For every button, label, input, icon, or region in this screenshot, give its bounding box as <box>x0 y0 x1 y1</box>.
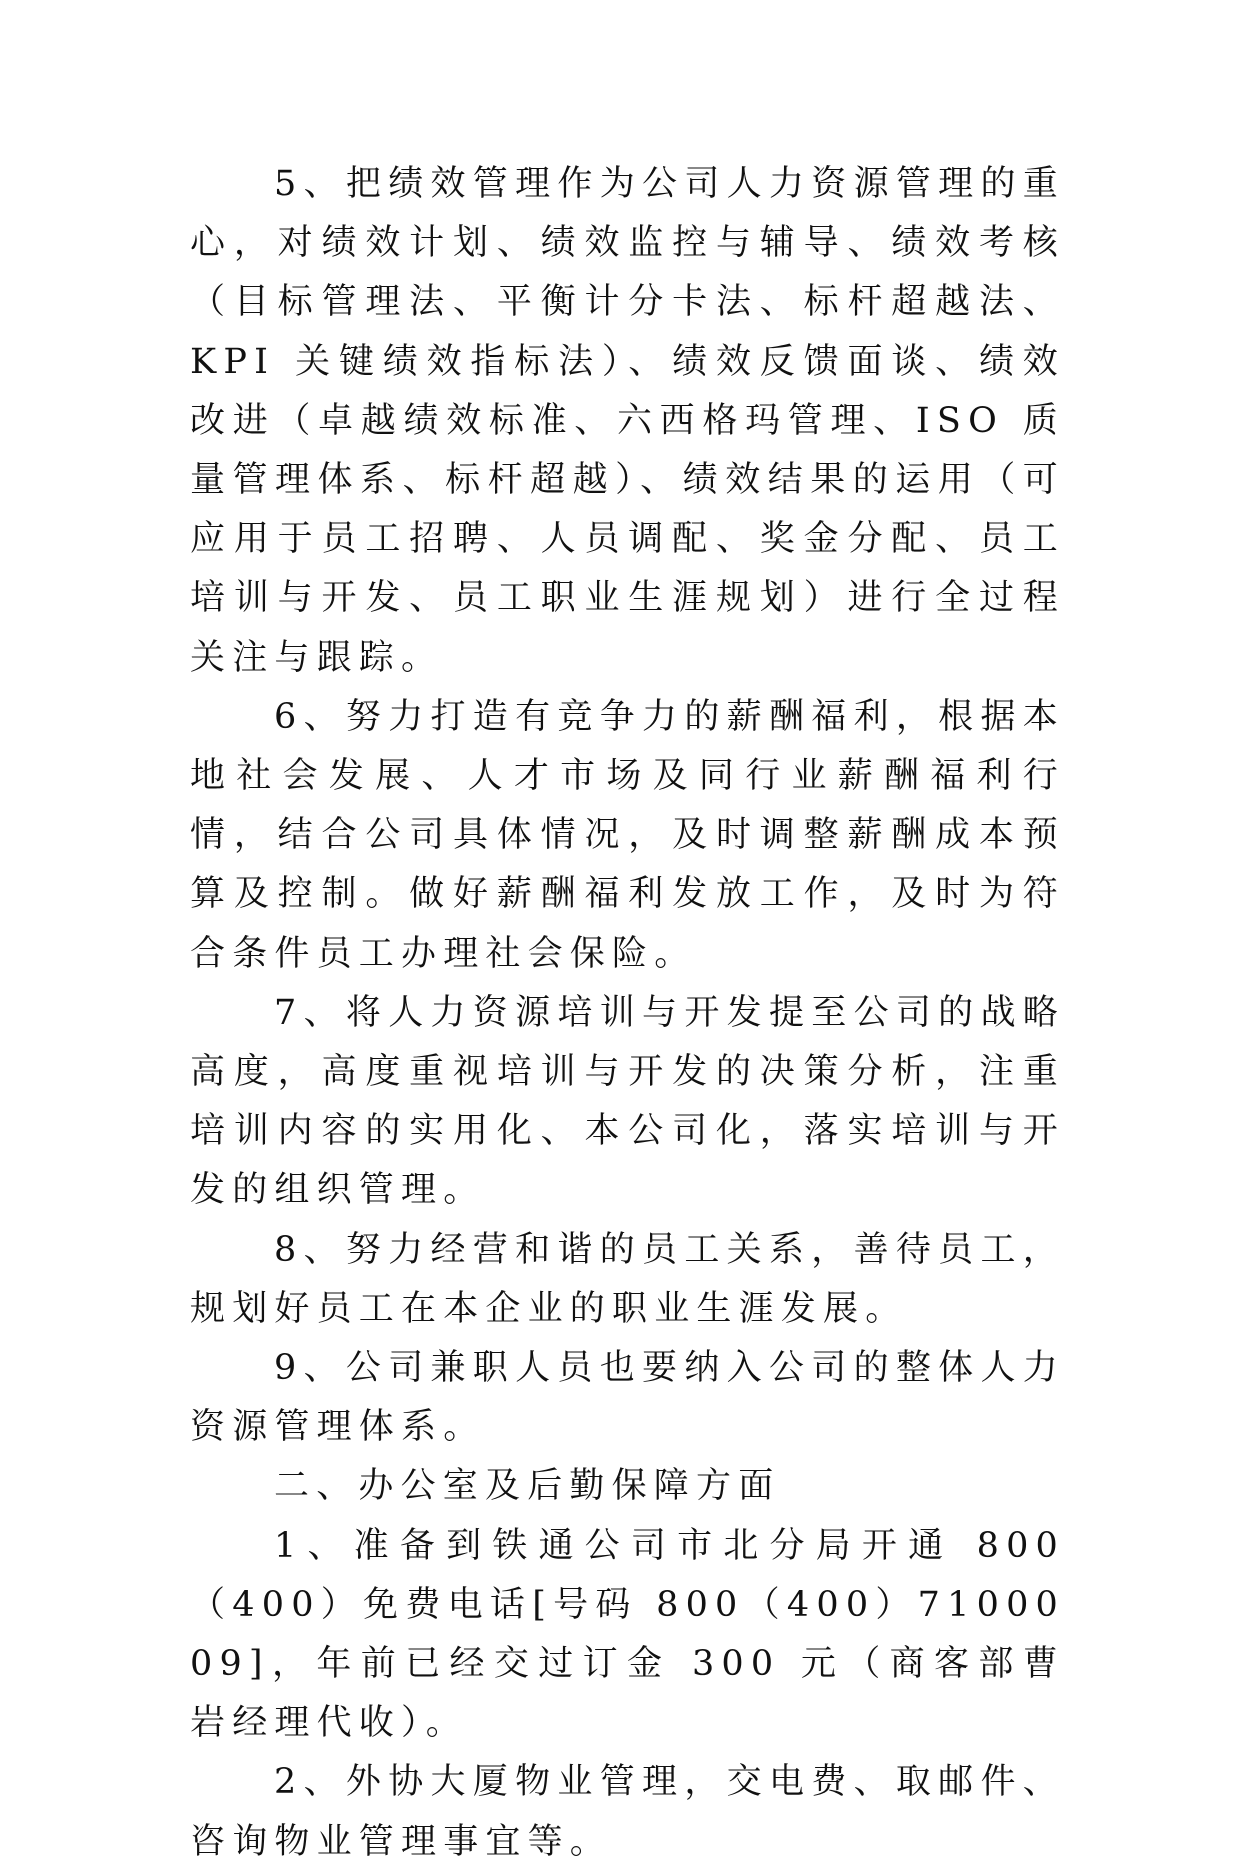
paragraph-item-5: 5、把绩效管理作为公司人力资源管理的重心，对绩效计划、绩效监控与辅导、绩效考核（目标管理法、平衡计分卡法、标杆超越法、KPI 关键绩效指标法）、绩效反馈面谈、绩效改进（卓越绩效标准、六西格玛管理、ISO 质量管理体系、标杆超越）、绩效结果的运用（可应用于员工招聘、人员调配、奖金分配、员工培训与开发、员工职业生涯规划）进行全过程关注与跟踪。 <box>190 164 1065 678</box>
section-heading-office-logistics: 二、办公室及后勤保障方面 <box>274 1466 781 1507</box>
document-body <box>190 155 1065 1872</box>
paragraph-item-9: 9、公司兼职人员也要纳入公司的整体人力资源管理体系。 <box>190 1348 1065 1448</box>
paragraph-item-8: 8、努力经营和谐的员工关系，善待员工，规划好员工在本企业的职业生涯发展。 <box>190 1229 1065 1329</box>
paragraph-item-6: 6、努力打造有竞争力的薪酬福利，根据本地社会发展、人才市场及同行业薪酬福利行情，结合公司具体情况，及时调整薪酬成本预算及控制。做好薪酬福利发放工作，及时为符合条件员工办理社会保险。 <box>190 696 1065 974</box>
paragraph-item-office-2: 2、外协大厦物业管理，交电费、取邮件、咨询物业管理事宜等。 <box>190 1762 1065 1862</box>
paragraph-item-office-1: 1、准备到铁通公司市北分局开通 800（400）免费电话[号码 800（400）7100009]，年前已经交过订金 300 元（商客部曹岩经理代收）。 <box>190 1525 1065 1744</box>
paragraph-item-7: 7、将人力资源培训与开发提至公司的战略高度，高度重视培训与开发的决策分析，注重培训内容的实用化、本公司化，落实培训与开发的组织管理。 <box>190 992 1065 1211</box>
